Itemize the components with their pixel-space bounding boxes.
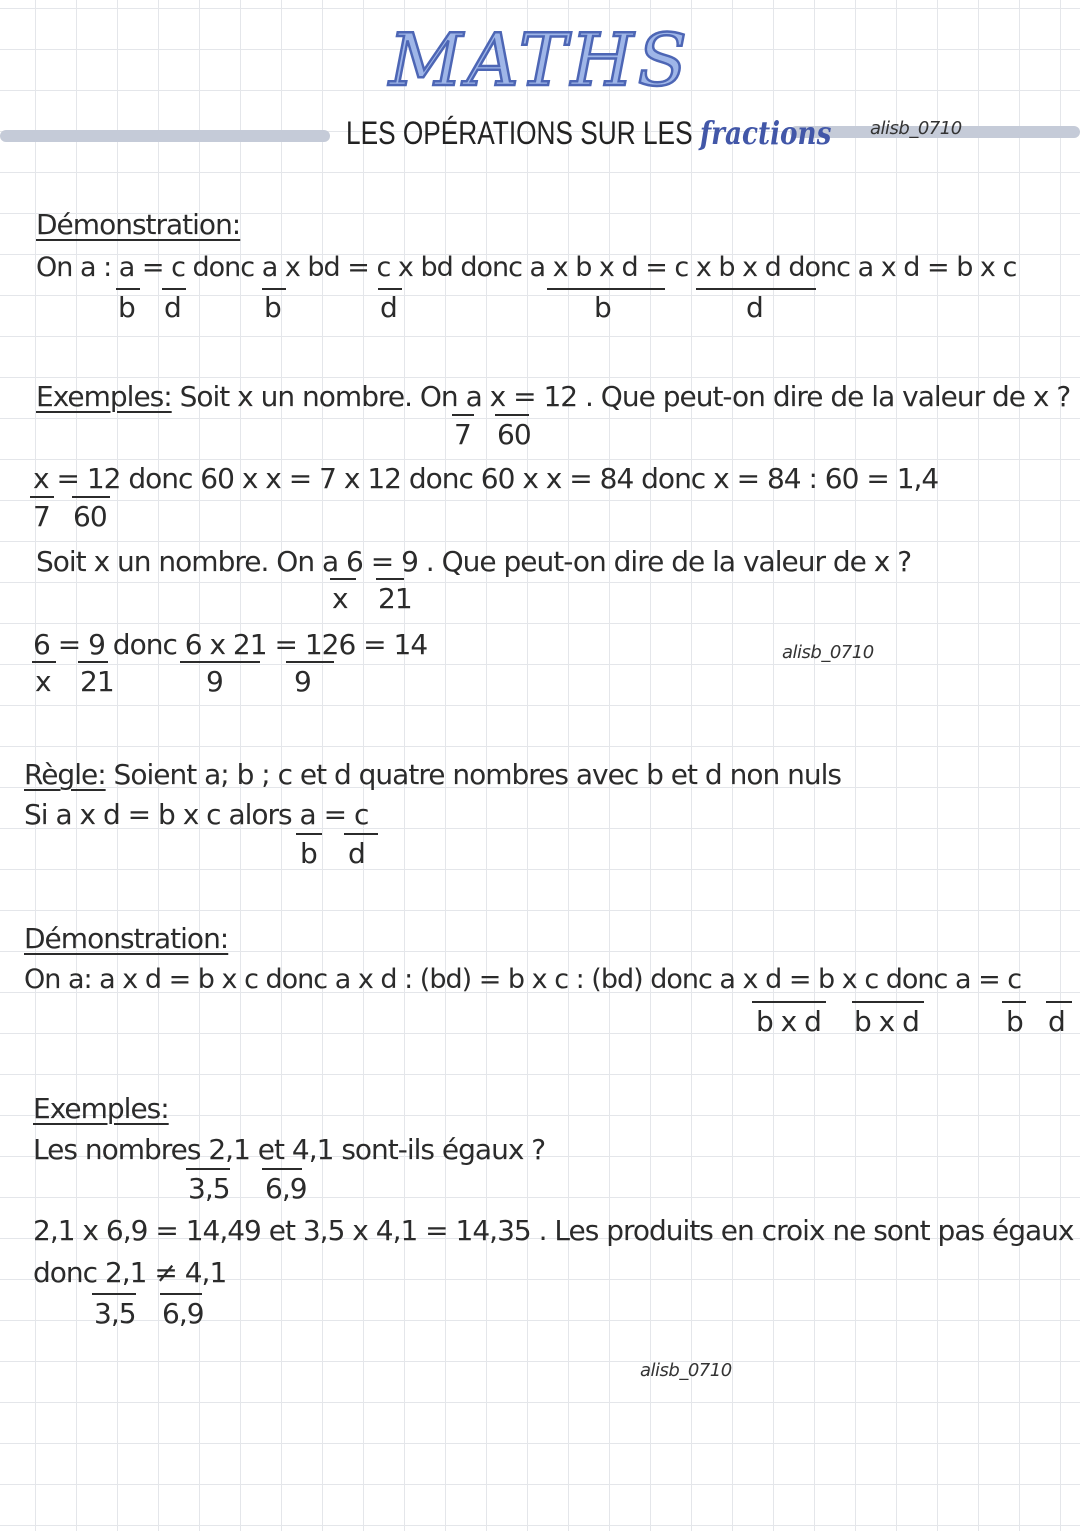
fraction-bar [547, 288, 665, 290]
fraction-bar [160, 1293, 202, 1295]
section-label-rule: Règle: [24, 758, 106, 791]
fraction-bar [296, 833, 322, 835]
demonstration-line: On a : a = c donc a x bd = c x bd donc a x b x d = c x b x d donc a x d = b x c [36, 252, 1017, 283]
denominator: x [332, 582, 348, 615]
denominator: d [380, 291, 397, 324]
example-question [36, 380, 1070, 413]
fraction-bar [852, 1001, 924, 1003]
subtitle-text: LES OPÉRATIONS SUR LES [346, 115, 693, 151]
denominator: 3,5 [188, 1172, 230, 1205]
fraction-bar [330, 578, 356, 580]
watermark: alisb_0710 [870, 118, 962, 139]
fraction-bar [1002, 1001, 1026, 1003]
denominator: d [746, 291, 763, 324]
denominator: b [300, 837, 317, 870]
denominator: 9 [294, 665, 311, 698]
denominator: b [594, 291, 611, 324]
denominator: d [1048, 1005, 1065, 1038]
rule-text: Soient a; b ; c et d quatre nombres avec b et d non nuls [113, 758, 841, 791]
fraction-bar [262, 1168, 302, 1170]
denominator: 21 [80, 665, 114, 698]
section-label-examples: Exemples: [33, 1092, 169, 1125]
denominator: b [264, 291, 281, 324]
denominator: 6,9 [162, 1297, 204, 1330]
denominator: 7 [33, 500, 50, 533]
denominator: 7 [454, 418, 471, 451]
example-question: Les nombres 2,1 et 4,1 sont-ils égaux ? [33, 1133, 546, 1166]
fraction-bar [378, 288, 402, 290]
denominator: 60 [73, 500, 107, 533]
example-answer: x = 12 donc 60 x x = 7 x 12 donc 60 x x = 84 donc x = 84 : 60 = 1,4 [33, 462, 939, 495]
example-answer: 2,1 x 6,9 = 14,49 et 3,5 x 4,1 = 14,35 . Les produits en croix ne sont pas égaux [33, 1214, 1074, 1247]
fraction-bar [162, 288, 186, 290]
fraction-bar [696, 288, 816, 290]
section-label-examples: Exemples: [36, 380, 172, 413]
watermark: alisb_0710 [782, 642, 874, 663]
denominator: 9 [206, 665, 223, 698]
section-label-demonstration: Démonstration: [36, 208, 241, 241]
fraction-bar [92, 1293, 136, 1295]
fraction-bar [30, 496, 54, 498]
fraction-bar [376, 578, 404, 580]
question-text: Soit x un nombre. On a x = 12 . Que peut-on dire de la valeur de x ? [179, 380, 1071, 413]
fraction-bar [1046, 1001, 1072, 1003]
subtitle-accent: fractions [699, 114, 832, 152]
denominator: 3,5 [94, 1297, 136, 1330]
denominator: 21 [378, 582, 412, 615]
fraction-bar [186, 1168, 230, 1170]
fraction-bar [72, 496, 110, 498]
fraction-bar [344, 833, 378, 835]
denominator: 60 [497, 418, 531, 451]
fraction-bar [180, 661, 260, 663]
fraction-bar [116, 288, 140, 290]
fraction-bar [286, 661, 334, 663]
rule-formula: Si a x d = b x c alors a = c [24, 798, 369, 831]
fraction-bar [452, 414, 474, 416]
rule-statement [24, 758, 841, 791]
denominator: b x d [854, 1005, 919, 1038]
denominator: d [348, 837, 365, 870]
fraction-bar [32, 661, 56, 663]
fraction-bar [495, 414, 529, 416]
example-answer: 6 = 9 donc 6 x 21 = 126 = 14 [33, 628, 428, 661]
fraction-bar [78, 661, 108, 663]
denominator: d [164, 291, 181, 324]
denominator: b [1006, 1005, 1023, 1038]
denominator: x [35, 665, 51, 698]
page-subtitle [346, 114, 831, 152]
example-conclusion: donc 2,1 ≠ 4,1 [33, 1256, 227, 1289]
page-title: MATHS [389, 18, 691, 102]
header-divider-left [0, 130, 330, 142]
denominator: b [118, 291, 135, 324]
fraction-bar [752, 1001, 826, 1003]
demonstration-line: On a: a x d = b x c donc a x d : (bd) = b x c : (bd) donc a x d = b x c donc a = c [24, 964, 1022, 995]
denominator: b x d [756, 1005, 821, 1038]
denominator: 6,9 [265, 1172, 307, 1205]
fraction-bar [262, 288, 286, 290]
example-question: Soit x un nombre. On a 6 = 9 . Que peut-on dire de la valeur de x ? [36, 545, 912, 578]
section-label-demonstration: Démonstration: [24, 922, 229, 955]
watermark: alisb_0710 [640, 1360, 732, 1381]
